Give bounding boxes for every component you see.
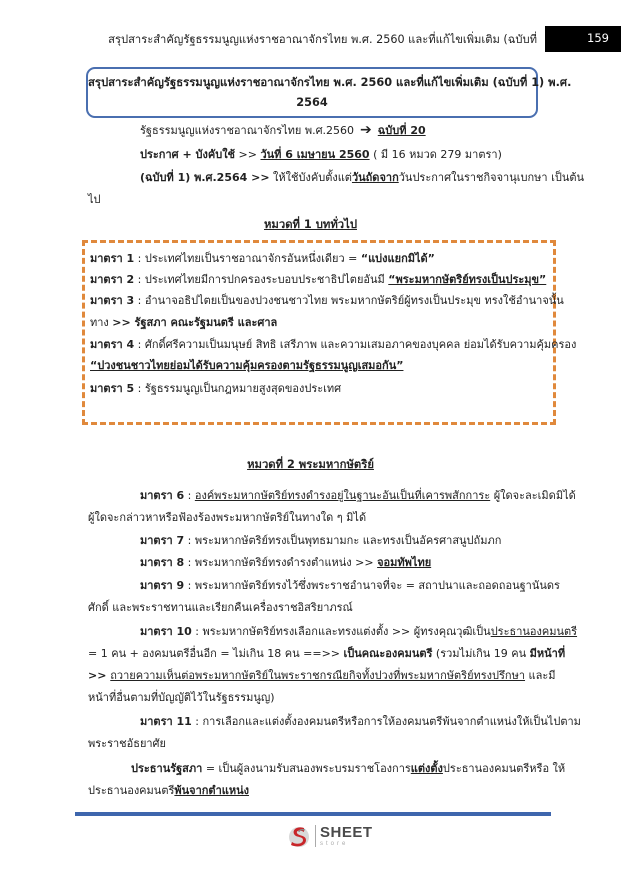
page-number-box [545,26,621,52]
section-label: มาตรา 9 [140,579,185,592]
section-text: การเลือกและแต่งตั้งองคมนตรีหรือการให้องคมนตรีพ้นจากตำแหน่งให้เป็นไปตาม [202,715,581,728]
section-8 [140,555,431,571]
section-emphasis: องค์พระมหากษัตริย์ทรงดำรงอยู่ในฐานะอันเป็นที่เคารพสักการะ [194,489,491,502]
section-emphasis: แต่งตั้ง [410,762,443,775]
section-text: รัฐธรรมนูญเป็นกฎหมายสูงสุดของประเทศ [144,382,342,395]
section-text: พระมหากษัตริย์ทรงไว้ซึ่งพระราชอำนาจที่จะ = สถาปนาและถอดถอนฐานันดร [194,579,560,592]
separator: : [134,294,145,307]
section-6-wrap: ผู้ใดจะกล่าวหาหรือฟ้องร้องพระมหากษัตริย์ในทางใด ๆ มิได้ [88,511,367,524]
section-text: = เป็นผู้ลงนามรับสนองพระบรมราชโองการ [202,762,411,775]
section-emphasis: “พระมหากษัตริย์ทรงเป็นประมุข” [388,273,547,286]
separator: >> [88,669,111,682]
section-label: มาตรา 6 [140,489,185,502]
section-5 [90,381,341,397]
section-text: ทาง [90,316,113,329]
chapter-2-heading: หมวดที่ 2 พระมหากษัตริย์ [247,458,374,471]
section-3-wrap [90,315,277,331]
section-9-wrap: ศักดิ์ และพระราชทานและเรียกคืนเครื่องราชอิสริยาภรณ์ [88,601,353,614]
promulgation-label: ประกาศ + บังคับใช้ [140,148,236,161]
page-number: 159 [587,31,609,45]
chapter-1-dashed-box [82,240,556,425]
section-text: พระมหากษัตริย์ทรงดำรงตำแหน่ง >> [194,556,378,569]
section-text: ประเทศไทยเป็นราชอาณาจักรอันหนึ่งเดียว = [144,252,361,265]
section-10-line-4: หน้าที่อื่นตามที่บัญญัติไว้ในรัฐธรรมนูญ) [88,691,275,704]
intro-line-1 [140,122,426,139]
arrow-right-icon: ➔ [360,122,372,138]
section-emphasis: พ้นจากตำแหน่ง [174,784,249,797]
section-11 [140,714,581,730]
separator: : [184,489,195,502]
section-emphasis: มีหน้าที่ [529,647,566,660]
section-label: มาตรา 3 [90,294,135,307]
amendment-label: (ฉบับที่ 1) พ.ศ.2564 >> [140,171,270,184]
speaker-label: ประธานรัฐสภา [131,762,203,775]
document-title-box [86,67,572,118]
logo-text [320,825,373,847]
section-label: มาตรา 8 [140,556,185,569]
separator: : [184,556,195,569]
sheet-logo-icon [288,824,310,848]
section-10-line-3 [88,668,556,684]
section-6 [140,488,576,504]
separator: : [184,534,195,547]
chapter-1-heading: หมวดที่ 1 บททั่วไป [263,218,357,231]
section-4-wrap: “ปวงชนชาวไทยย่อมได้รับความคุ้มครองตามรัฐธรรมนูญเสมอกัน” [90,359,404,372]
section-text: พระมหากษัตริย์ทรงเป็นพุทธมามกะ และทรงเป็นอัครศาสนูปถัมภก [194,534,502,547]
separator: : [134,273,145,286]
promulgation-date: วันที่ 6 เมษายน 2560 [260,148,370,161]
intro-line-3 [140,170,584,186]
section-label: มาตรา 5 [90,382,135,395]
footer-rule [75,812,551,816]
section-4 [90,337,576,353]
section-3 [90,293,564,309]
section-text: ผู้ใดจะละเมิดมิได้ [490,489,576,502]
section-text: พระมหากษัตริย์ทรงเลือกและทรงแต่งตั้ง >> ผู้ทรงคุณวุฒิเป็น [202,625,491,638]
logo-main-text: SHEET [320,824,373,841]
section-label: มาตรา 10 [140,625,192,638]
section-text: = 1 คน + องคมนตรีอื่นอีก = ไม่เกิน 18 คน ==>> [88,647,344,660]
section-text: ประธานองคมนตรีหรือ ให้ [442,762,566,775]
separator: : [191,625,203,638]
speaker-paragraph-wrap [88,783,249,799]
sheet-store-logo [288,823,373,849]
section-text: ประเทศไทยมีการปกครองระบอบประชาธิปไตยอันมี [144,273,389,286]
section-11-wrap: พระราชอัธยาศัย [88,737,166,750]
section-text: อำนาจอธิปไตยเป็นของปวงชนชาวไทย พระมหากษัตริย์ผู้ทรงเป็นประมุข ทรงใช้อำนาจนั้น [144,294,564,307]
logo-divider [315,825,316,847]
section-emphasis: ถวายความเห็นต่อพระมหากษัตริย์ในพระราชกรณียกิจทั้งปวงที่พระมหากษัตริย์ทรงปรึกษา [110,669,526,682]
intro-line-3-wrap: ไป [88,193,101,206]
section-text: ประธานองคมนตรี [88,784,175,797]
separator: : [134,338,145,351]
amendment-text: ให้ใช้บังคับตั้งแต่ [269,171,352,184]
section-text: และมี [525,669,556,682]
section-1 [90,251,435,267]
section-label: มาตรา 1 [90,252,135,265]
section-label: มาตรา 11 [140,715,192,728]
section-10 [140,624,577,640]
separator: >> [235,148,261,161]
section-emphasis: เป็นคณะองคมนตรี [343,647,433,660]
page-header [0,26,621,52]
section-label: มาตรา 4 [90,338,135,351]
section-emphasis: >> รัฐสภา คณะรัฐมนตรี และศาล [112,316,278,329]
section-text: ศักดิ์ศรีความเป็นมนุษย์ สิทธิ เสรีภาพ และความเสมอภาคของบุคคล ย่อมได้รับความคุ้มครอง [144,338,577,351]
section-text: (รวมไม่เกิน 19 คน [432,647,530,660]
running-title: สรุปสาระสำคัญรัฐธรรมนูญแห่งราชอาณาจักรไทย พ.ศ. 2560 และที่แก้ไขเพิ่มเติม (ฉบับที่ [108,33,537,46]
amendment-text-cont: วันประกาศในราชกิจจานุเบกษา เป็นต้น [398,171,585,184]
separator: : [134,382,145,395]
section-emphasis: ประธานองคมนตรี [490,625,578,638]
separator: : [184,579,195,592]
edition-number: ฉบับที่ 20 [377,124,426,137]
separator: : [134,252,145,265]
constitution-name: รัฐธรรมนูญแห่งราชอาณาจักรไทย พ.ศ.2560 [140,124,355,137]
title-line-1: สรุปสาระสำคัญรัฐธรรมนูญแห่งราชอาณาจักรไทย พ.ศ. 2560 และที่แก้ไขเพิ่มเติม (ฉบับที่ 1) พ.ศ. [88,76,572,89]
section-label: มาตรา 7 [140,534,185,547]
speaker-paragraph [131,761,565,777]
section-9 [140,578,560,594]
section-2 [90,272,546,288]
section-7 [140,533,501,549]
intro-line-2 [140,147,502,163]
amendment-emphasis: วันถัดจาก [351,171,399,184]
separator: : [191,715,203,728]
section-emphasis: จอมทัพไทย [377,556,432,569]
section-10-line-2 [88,646,565,662]
promulgation-detail: ( มี 16 หมวด 279 มาตรา) [369,148,502,161]
section-emphasis: “แบ่งแยกมิได้” [360,252,435,265]
section-label: มาตรา 2 [90,273,135,286]
logo-sub-text: store [320,841,349,847]
title-line-2: 2564 [296,96,328,109]
